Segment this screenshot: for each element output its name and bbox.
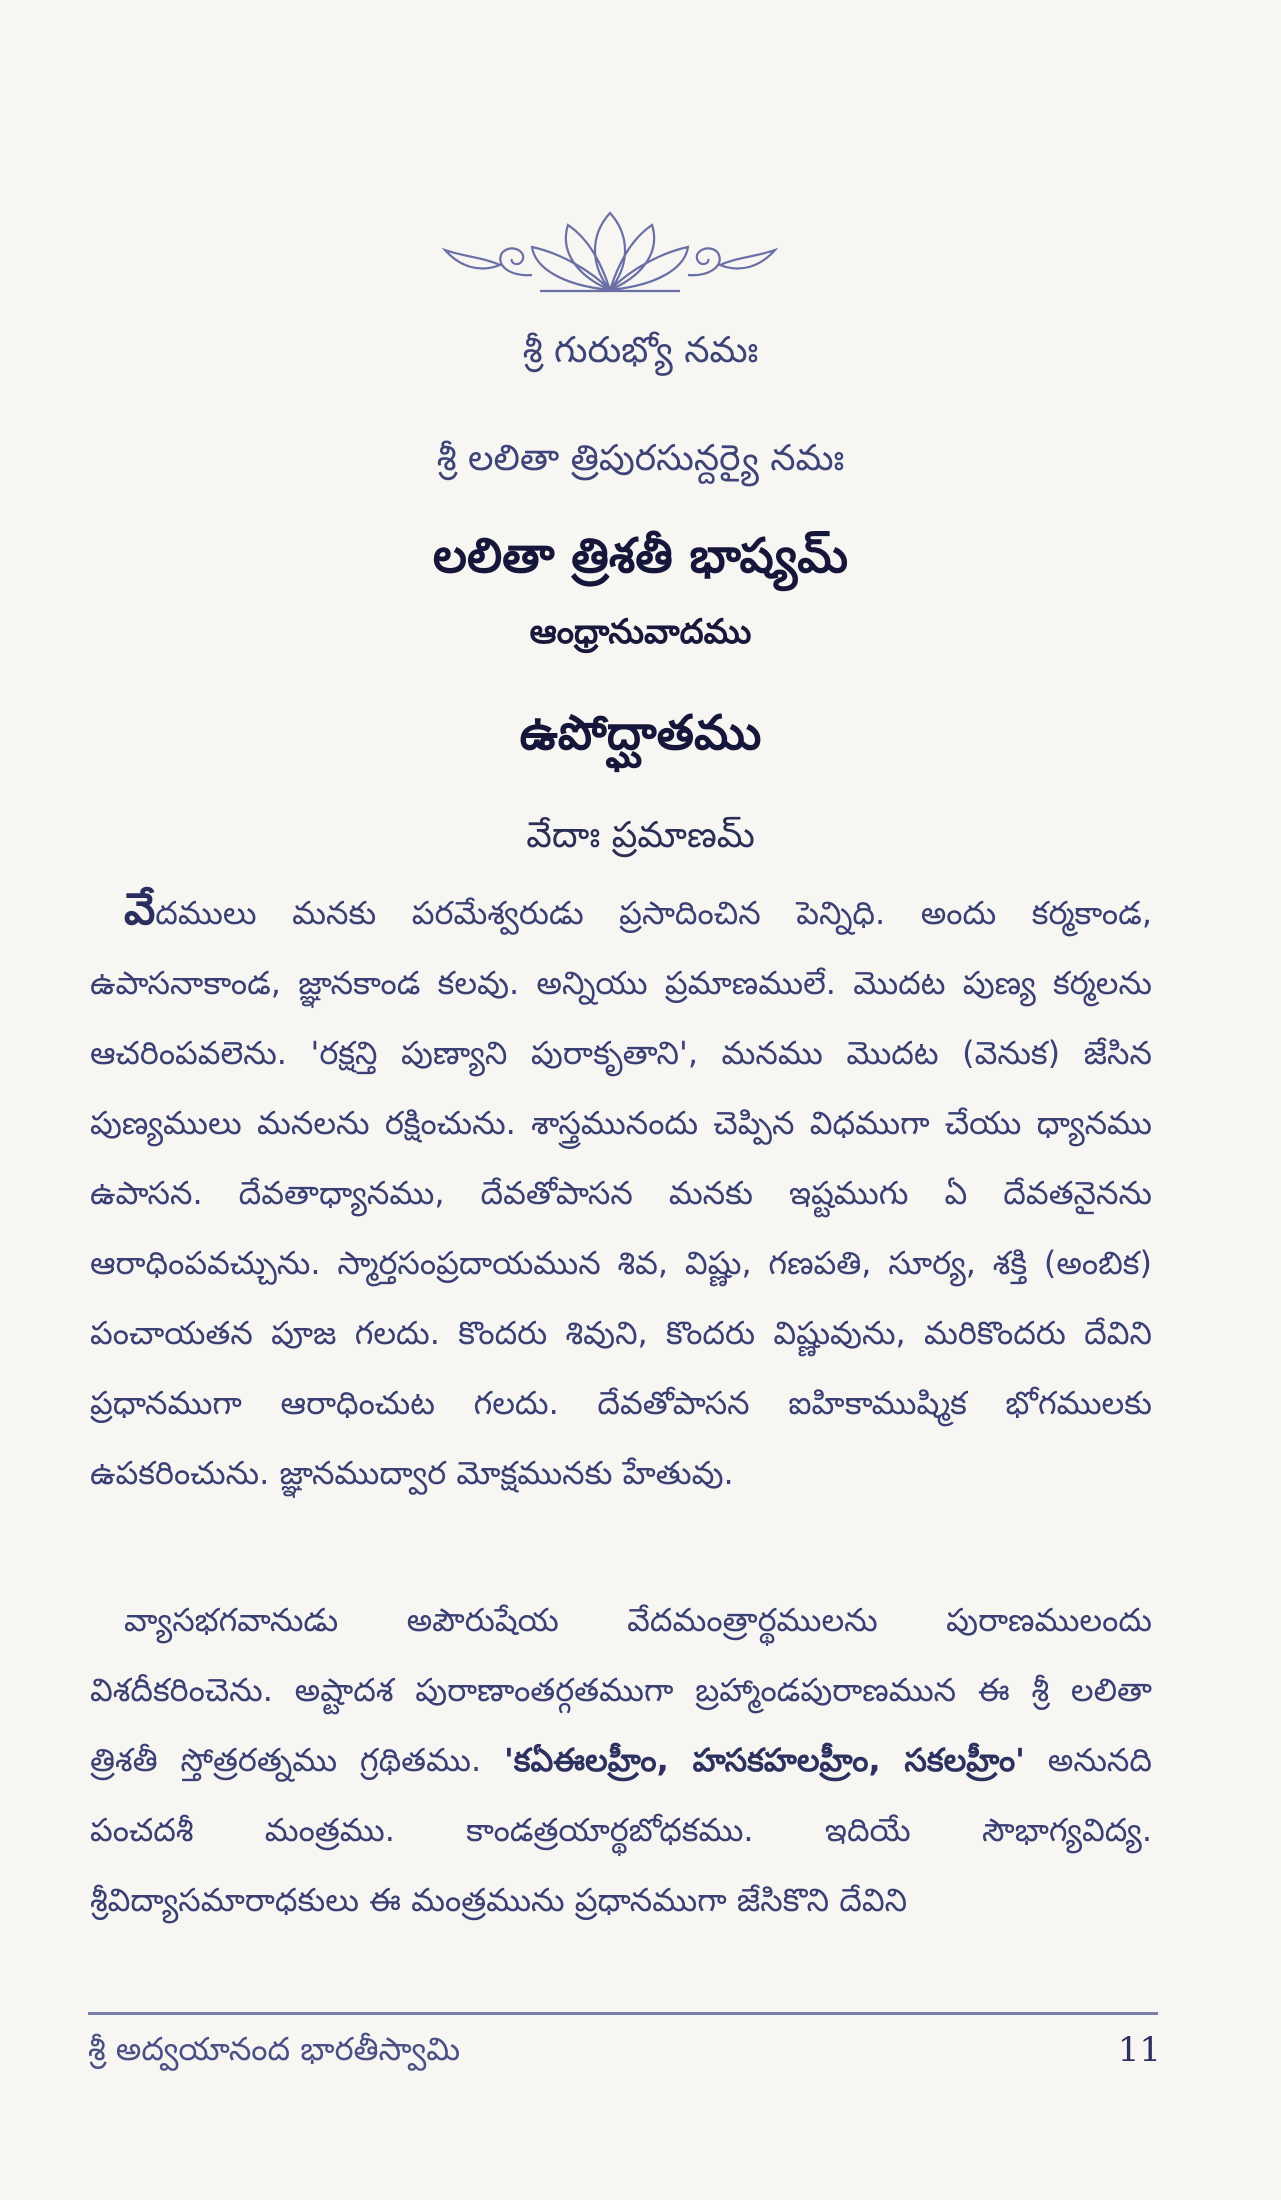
paragraph-2-text-b: అనునది పంచదశీ మంత్రము. కాండత్రయార్థబోధకము. ఇదియే సౌభాగ్యవిద్య. శ్రీవిద్యాసమారాధకులు ఈ మంత్రమును ప్రధానముగా జేసికొని దేవిని: [90, 1741, 1152, 1919]
lotus-ornament-icon: [440, 205, 780, 300]
chapter-heading: ఉపోద్ఘాతము: [519, 705, 762, 761]
section-heading: వేదాః ప్రమాణమ్: [526, 815, 755, 856]
paragraph-2: [90, 1585, 1152, 1935]
paragraph-2-text-a: వ్యాసభగవానుడు అపౌరుషేయ వేదమంత్రార్థములను పురాణములందు విశదీకరించెను. అష్టాదశ పురాణాంతర్గతముగా బ్రహ్మాండపురాణమున ఈ శ్రీ లలితా త్రిశతీ స్తోత్రరత్నము గ్రథితము.: [90, 1601, 1152, 1779]
footer-author: శ్రీ అద్వయానంద భారతీస్వామి: [88, 2030, 461, 2068]
invocation-lalita: శ్రీ లలితా త్రిపురసున్దర్యై నమః: [436, 438, 845, 479]
mantra-text: 'కఏఈలహ్రీం, హసకహలహ్రీం, సకలహ్రీం': [503, 1741, 1025, 1779]
invocation-guru: శ్రీ గురుభ్యో నమః: [522, 330, 759, 371]
drop-lead-syllable: వే: [124, 884, 156, 935]
paragraph-1: [90, 875, 1152, 1508]
book-title: లలితా త్రిశతీ భాష్యమ్: [432, 528, 849, 584]
paragraph-1-text: దములు మనకు పరమేశ్వరుడు ప్రసాదించిన పెన్నిధి. అందు కర్మకాండ, ఉపాసనాకాండ, జ్ఞానకాండ కలవు. అన్నియు ప్రమాణములే. మొదట పుణ్య కర్మలను ఆచరింపవలెను. 'రక్షన్తి పుణ్యాని పురాకృతాని', మనము మొదట (వెనుక) జేసిన పుణ్యములు మనలను రక్షించును. శాస్త్రమునందు చెప్పిన విధముగా చేయు ధ్యానము ఉపాసన. దేవతాధ్యానము, దేవతోపాసన మనకు ఇష్టముగు ఏ దేవతనైనను ఆరాధింపవచ్చును. స్మార్తసంప్రదాయమున శివ, విష్ణు, గణపతి, సూర్య, శక్తి (అంబిక) పంచాయతన పూజ గలదు. కొందరు శివుని, కొందరు విష్ణువును, మరికొందరు దేవిని ప్రధానముగా ఆరాధించుట గలదు. దేవతోపాసన ఐహికాముష్మిక భోగములకు ఉపకరించును. జ్ఞానముద్వార మోక్షమునకు హేతువు.: [90, 894, 1152, 1492]
footer-divider: [88, 2012, 1158, 2015]
page-number: 11: [1117, 2030, 1161, 2070]
book-subtitle: ఆంధ్రానువాదము: [529, 612, 752, 652]
